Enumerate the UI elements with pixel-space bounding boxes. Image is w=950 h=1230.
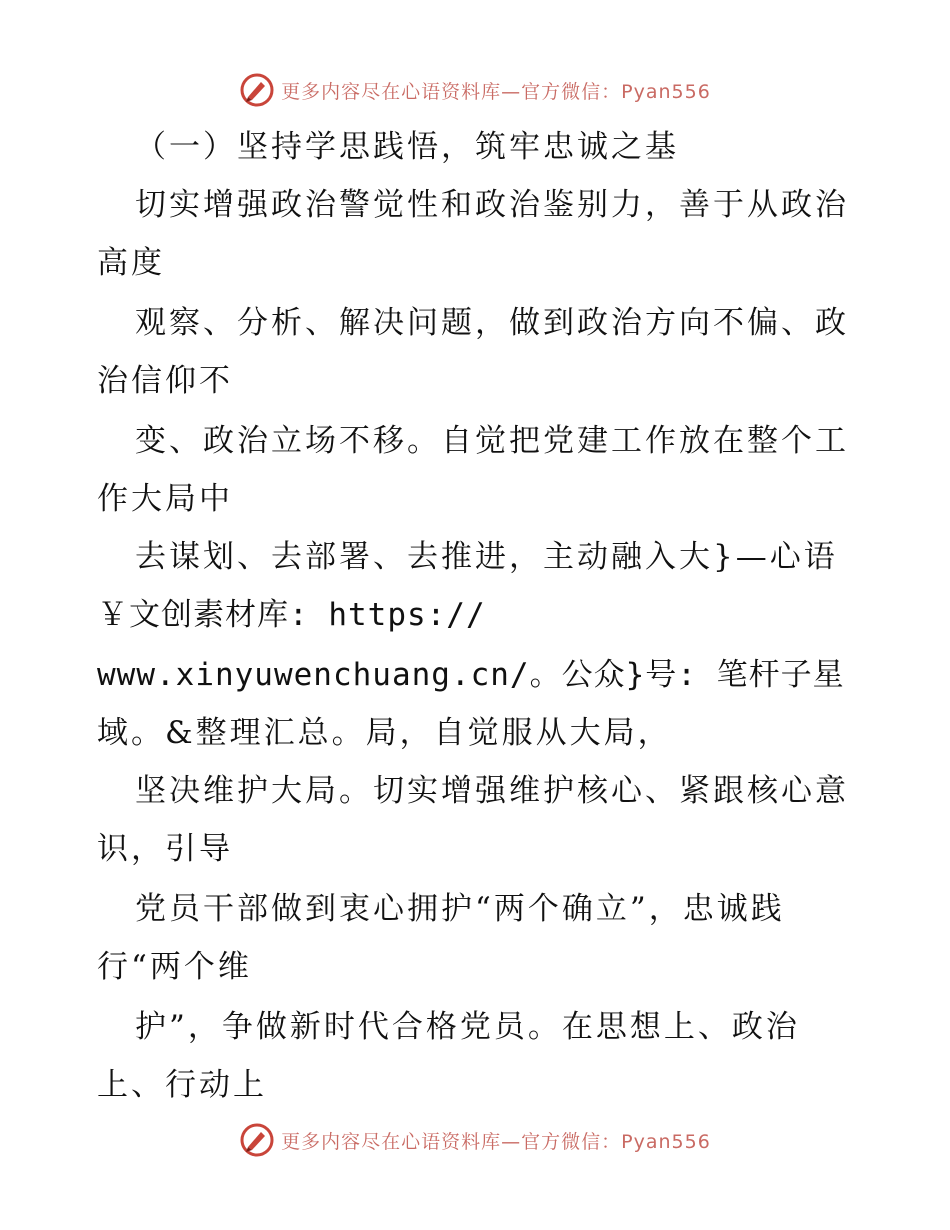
paragraph-line: www.xinyuwenchuang.cn/。公众}号: 笔杆子星 xyxy=(97,657,845,693)
header-watermark-banner xyxy=(0,70,950,110)
footer-watermark-text: 更多内容尽在心语资料库—官方微信：Pyan556 xyxy=(281,1130,711,1153)
paragraph-line: 护”，争做新时代合格党员。在思想上、政治 xyxy=(135,1009,800,1045)
paragraph-line: 识，引导 xyxy=(97,831,233,867)
paragraph-line: 上、行动上 xyxy=(97,1067,267,1103)
paragraph-line: 观察、分析、解决问题，做到政治方向不偏、政 xyxy=(135,305,849,341)
paragraph-line: 去谋划、去部署、去推进，主动融入大}—心语 xyxy=(135,539,838,575)
paragraph-line: 行“两个维 xyxy=(97,949,252,985)
paragraph-line: 作大局中 xyxy=(97,481,233,517)
paragraph-line: 高度 xyxy=(97,245,165,281)
paragraph-line: 切实增强政治警觉性和政治鉴别力，善于从政治 xyxy=(135,187,849,223)
footer-watermark-banner xyxy=(0,1120,950,1160)
section-heading: （一）坚持学思践悟，筑牢忠诚之基 xyxy=(135,129,679,165)
paragraph-line: 党员干部做到衷心拥护“两个确立”，忠诚践 xyxy=(135,891,785,927)
paragraph-line: 治信仰不 xyxy=(97,363,233,399)
paragraph-line: 坚决维护大局。切实增强维护核心、紧跟核心意 xyxy=(135,773,849,809)
header-watermark-text: 更多内容尽在心语资料库—官方微信：Pyan556 xyxy=(281,80,711,103)
pen-logo-icon xyxy=(239,1122,275,1158)
paragraph-line: 域。&整理汇总。局，自觉服从大局， xyxy=(97,715,672,751)
paragraph-line: 变、政治立场不移。自觉把党建工作放在整个工 xyxy=(135,423,849,459)
paragraph-line: ￥文创素材库: https:// xyxy=(97,597,486,633)
pen-logo-icon xyxy=(239,72,275,108)
